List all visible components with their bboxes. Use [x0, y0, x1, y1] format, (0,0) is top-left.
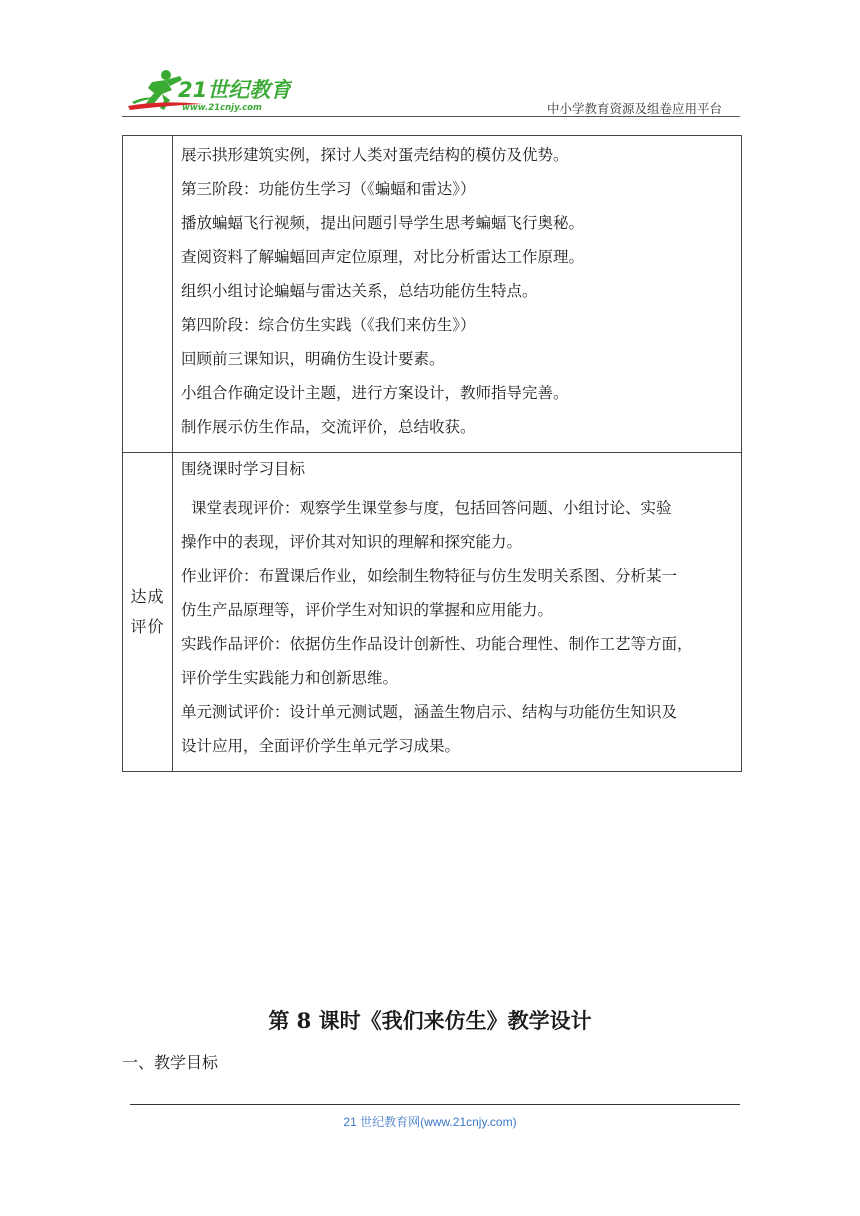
logo-21cnjy: [122, 66, 292, 114]
row-label-cell: [123, 136, 173, 453]
text-line: 课堂表现评价：观察学生课堂参与度，包括回答问题、小组讨论、实验: [191, 499, 672, 517]
text-line: 设计应用，全面评价学生单元学习成果。: [181, 737, 461, 755]
text-line: 查阅资料了解蝙蝠回声定位原理，对比分析雷达工作原理。: [181, 248, 585, 266]
page-header: [122, 66, 740, 116]
platform-name: 中小学教育资源及组卷应用平台: [546, 101, 722, 116]
text-line: 操作中的表现，评价其对知识的理解和探究能力。: [181, 533, 523, 551]
text-line: 组织小组讨论蝙蝠与雷达关系，总结功能仿生特点。: [181, 282, 538, 300]
text-line: 实践作品评价：依据仿生作品设计创新性、功能合理性、制作工艺等方面，: [181, 635, 693, 653]
row-content-cell: [173, 453, 742, 772]
section-heading: 一、教学目标: [122, 1053, 219, 1072]
text-line: 展示拱形建筑实例，探讨人类对蛋壳结构的模仿及优势。: [181, 146, 569, 164]
table-row: [123, 453, 742, 772]
lesson-title: 第 8 课时《我们来仿生》教学设计: [268, 1008, 592, 1033]
text-line: 第三阶段：功能仿生学习（《蝙蝠和雷达》）: [181, 180, 476, 198]
row-label-line: 达成: [130, 587, 165, 606]
evaluation-lines: [173, 453, 741, 771]
header-divider: [122, 116, 740, 117]
text-line: 制作展示仿生作品，交流评价，总结收获。: [181, 418, 476, 436]
logo-url: www.21cnjy.com: [182, 103, 262, 113]
row-content-cell: [173, 136, 742, 453]
logo-wordmark: 21世纪教育: [178, 78, 292, 102]
row-label-cell: [123, 453, 173, 772]
footer-link[interactable]: 21 世纪教育网(www.21cnjy.com): [343, 1115, 517, 1129]
text-line: 播放蝙蝠飞行视频，提出问题引导学生思考蝙蝠飞行奥秘。: [181, 214, 585, 232]
text-line: 评价学生实践能力和创新思维。: [181, 669, 399, 687]
evaluation-intro: 围绕课时学习目标: [181, 460, 306, 478]
table-row: [123, 136, 742, 453]
text-line: 作业评价：布置课后作业，如绘制生物特征与仿生发明关系图、分析某一: [181, 567, 678, 585]
text-line: 小组合作确定设计主题，进行方案设计，教师指导完善。: [181, 384, 569, 402]
text-line: 第四阶段：综合仿生实践（《我们来仿生》）: [181, 316, 476, 334]
text-line: 单元测试评价：设计单元测试题，涵盖生物启示、结构与功能仿生知识及: [181, 703, 678, 721]
text-line: 仿生产品原理等，评价学生对知识的掌握和应用能力。: [181, 601, 554, 619]
text-line: 回顾前三课知识，明确仿生设计要素。: [181, 350, 445, 368]
footer-divider: [130, 1104, 740, 1105]
activity-lines: [173, 136, 741, 452]
row-label-line: 评价: [130, 617, 165, 636]
lesson-table: [122, 135, 742, 772]
